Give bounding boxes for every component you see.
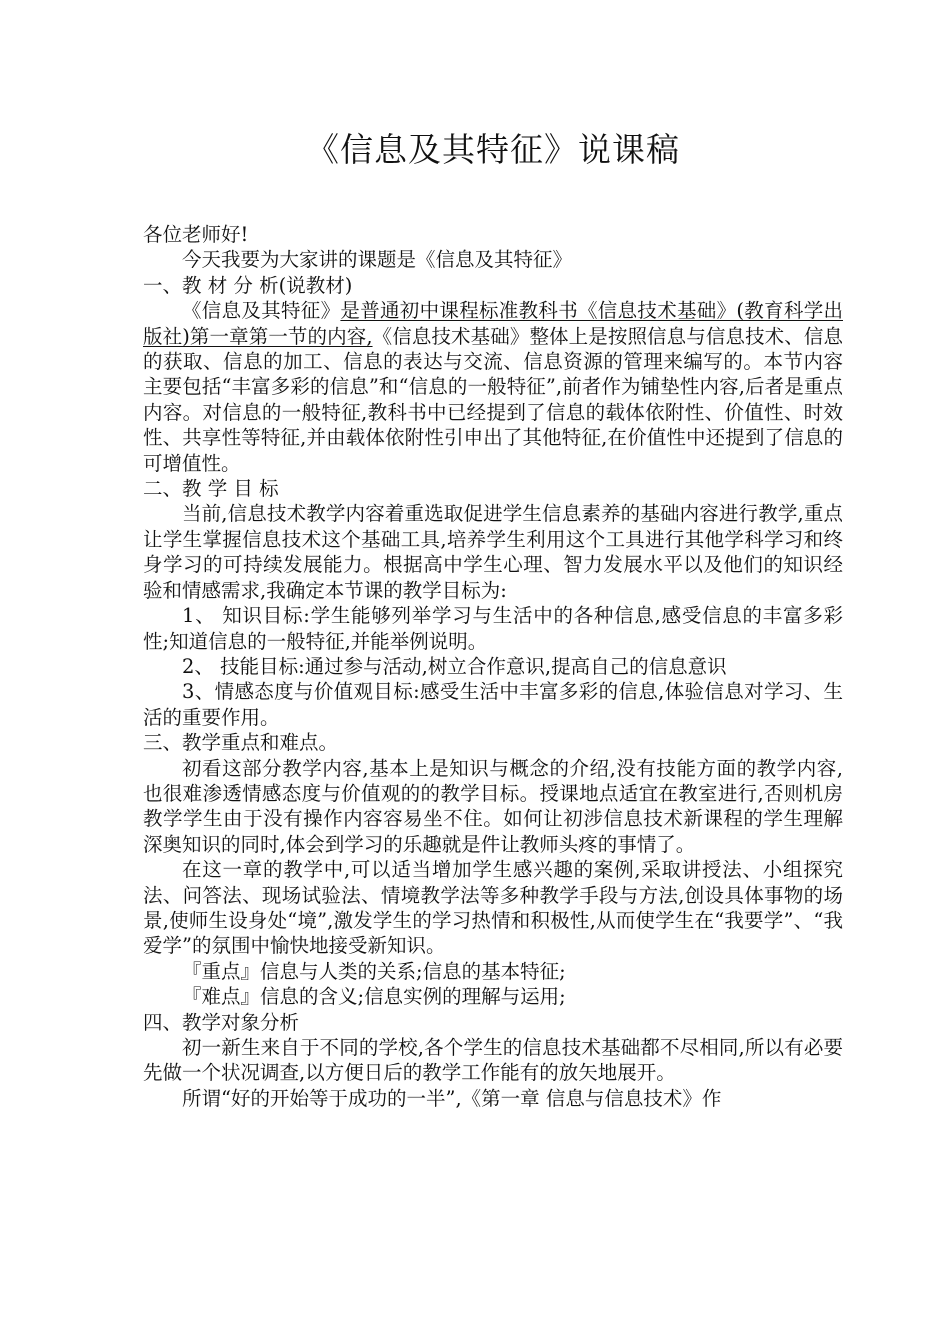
students-paragraph-2: 所谓“好的开始等于成功的一半”,《第一章 信息与信息技术》作: [182, 1086, 722, 1110]
materials-rest: 《信息技术基础》整体上是按照信息与信息技术、信息的获取、信息的加工、信息的表达与交流、信息资源的管理来编写的。本节内容主要包括“丰富多彩的信息”和“信息的一般特征”,前者作为铺垫性内容,后者是重点内容。对信息的一般特征,教科书中已经提到了信息的载体依附性、价值性、时效性、共享性等特征,并由载体依附性引申出了其他特征,在价值性中还提到了信息的可增值性。: [143, 324, 843, 475]
goal-knowledge: 1、 知识目标:学生能够列举学习与生活中的各种信息,感受信息的丰富多彩性;知道信息的一般特征,并能举例说明。: [143, 604, 843, 653]
goals-paragraph: 当前,信息技术教学内容着重选取促进学生信息素养的基础内容进行教学,重点让学生掌握信息技术这个基础工具,培养学生利用这个工具进行其他学科学习和终身学习的可持续发展能力。根据高中学生心理、智力发展水平以及他们的知识经验和情感需求,我确定本节课的教学目标为:: [143, 502, 843, 602]
section-heading-focus: 三、教学重点和难点。: [143, 731, 339, 755]
focus-paragraph-1: 初看这部分教学内容,基本上是知识与概念的介绍,没有技能方面的教学内容,也很难渗透情感态度与价值观的的教学目标。授课地点适宜在教室进行,否则机房教学学生由于没有操作内容容易坐不住。如何让初涉信息技术新课程的学生理解深奥知识的同时,体会到学习的乐趣就是件让教师头疼的事情了。: [143, 756, 843, 856]
students-paragraph-1: 初一新生来自于不同的学校,各个学生的信息技术基础都不尽相同,所以有必要先做一个状况调查,以方便日后的教学工作能有的放矢地展开。: [143, 1036, 843, 1085]
section-heading-students: 四、教学对象分析: [143, 1010, 300, 1034]
section-heading-materials: 一、教 材 分 析(说教材): [143, 273, 353, 297]
materials-underlined: 是普通初中课程标准教科书《信息技术基础》(教育科学出版社)第一章第一节的内容,: [143, 299, 843, 348]
goal-attitude: 3、情感态度与价值观目标:感受生活中丰富多彩的信息,体验信息对学习、生活的重要作用。: [143, 680, 843, 729]
greeting: 各位老师好!: [143, 223, 249, 246]
goal-skill: 2、 技能目标:通过参与活动,树立合作意识,提高自己的信息意识: [182, 654, 727, 678]
document-page: [143, 120, 843, 1111]
difficult-point: 『难点』信息的含义;信息实例的理解与运用;: [182, 985, 566, 1009]
document-body: [143, 222, 843, 1111]
key-point: 『重点』信息与人类的关系;信息的基本特征;: [182, 959, 566, 983]
materials-paragraph: [143, 298, 843, 476]
section-heading-goals: 二、教 学 目 标: [143, 477, 279, 501]
materials-lead: 《信息及其特征》: [182, 299, 341, 323]
intro-paragraph: 今天我要为大家讲的课题是《信息及其特征》: [182, 248, 573, 272]
page-title: 《信息及其特征》说课稿: [306, 130, 680, 169]
focus-paragraph-2: 在这一章的教学中,可以适当增加学生感兴趣的案例,采取讲授法、小组探究法、问答法、现场试验法、情境教学法等多种教学手段与方法,创设具体事物的场景,使师生设身处“境”,激发学生的学习热情和积极性,从而使学生在“我要学”、“我爱学”的氛围中愉快地接受新知识。: [143, 858, 843, 958]
